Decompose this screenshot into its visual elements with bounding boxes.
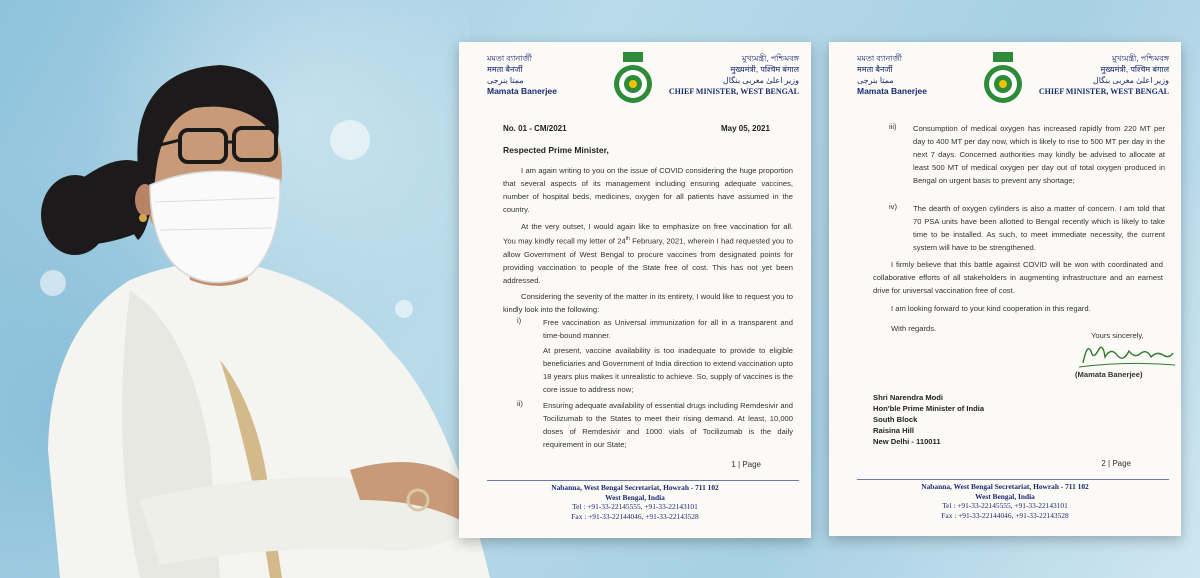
bengali-name: মমতা ব্যানার্জী	[857, 54, 903, 63]
signatory-name: (Mamata Banerjee)	[1075, 370, 1143, 379]
english-title: CHIEF MINISTER, WEST BENGAL	[1038, 87, 1169, 96]
paragraph-text: At the very outset, I would again like to emphasize on free vaccination for all. You may kindly recall my letter of 24	[503, 222, 793, 246]
bengali-name: মমতা ব্যানার্জী	[487, 54, 533, 63]
footer-state: West Bengal, India	[975, 491, 1035, 501]
footer-tel: Tel : +91-33-22145555, +91-33-22143101	[942, 501, 1068, 510]
paragraph-text: February, 2021, wherein I had requested you to allow Government of West Bengal to procure vaccines from designated points for providing vaccination to people of the State free of cost. This has not yet been addressed.	[503, 236, 793, 285]
footer-state: West Bengal, India	[605, 492, 665, 502]
bengali-title: মুখ্যমন্ত্রী, পশ্চিমবঙ্গ	[1111, 54, 1169, 63]
letterhead-names	[857, 53, 927, 97]
footer-rule	[857, 479, 1169, 480]
paragraph-free-vaccination	[503, 220, 793, 287]
footer-rule	[487, 480, 799, 481]
handwritten-signature	[1077, 337, 1177, 371]
footer-fax: Fax : +91-33-22144046, +91-33-22143528	[941, 510, 1069, 520]
addressee-title: Hon'ble Prime Minister of India	[873, 404, 985, 413]
superscript: th	[625, 236, 630, 242]
urdu-title: وزیر اعلیٰ مغربی بنگال	[722, 76, 799, 85]
person-portrait	[20, 30, 500, 578]
hindi-name: ममता बैनर्जी	[857, 65, 893, 74]
page-number: 1 | Page	[731, 460, 761, 469]
west-bengal-emblem-icon	[609, 50, 657, 106]
hindi-name: ममता बैनर्जी	[487, 65, 523, 74]
yours-sincerely: Yours sincerely,	[1091, 331, 1144, 340]
bengali-title: মুখ্যমন্ত্রী, পশ্চিমবঙ্গ	[741, 54, 799, 63]
list-marker: i)	[517, 316, 522, 325]
hindi-title: मुख्यमंत्री, पश्चिम बंगाल	[1100, 65, 1169, 74]
addressee-line: South Block	[873, 415, 918, 424]
reference-number: No. 01 - CM/2021	[503, 124, 567, 133]
letter-footer	[829, 482, 1181, 520]
hindi-title: मुख्यमंत्री, पश्चिम बंगाल	[730, 65, 799, 74]
letterhead-titles	[1039, 53, 1169, 97]
addressee-city: New Delhi - 110011	[873, 437, 941, 446]
list-marker: iv)	[889, 202, 898, 211]
west-bengal-emblem-icon	[979, 50, 1027, 106]
urdu-name: ممتا بنرجی	[857, 76, 894, 85]
paragraph-belief: I firmly believe that this battle against COVID will be won with coordinated and collaborative efforts of all stakeholders in augmenting infrastructure and an earnest drive for universal vaccination free of cost.	[873, 260, 1163, 295]
list-marker: iii)	[889, 122, 897, 131]
letterhead-names	[487, 53, 557, 97]
urdu-name: ممتا بنرجی	[487, 76, 524, 85]
letter-page-1	[459, 42, 811, 538]
item-vaccine-availability: At present, vaccine availability is too inadequate to provide to eligible beneficiaries and Government of India direction to extend vaccination upto 18 years plus makes it unrealistic to achieve. So, supply of vaccines is the core issue to address now;	[543, 346, 793, 394]
addressee-line: Raisina Hill	[873, 426, 914, 435]
page-number: 2 | Page	[1101, 459, 1131, 468]
english-title: CHIEF MINISTER, WEST BENGAL	[668, 87, 799, 96]
english-name: Mamata Banerjee	[487, 86, 557, 96]
paragraph-looking-forward: I am looking forward to your kind cooperation in this regard.	[891, 304, 1091, 313]
letter-page-2	[829, 42, 1181, 536]
addressee-block	[873, 392, 984, 447]
footer-address: Nabanna, West Bengal Secretariat, Howrah - 711 102	[921, 482, 1089, 491]
addressee-name: Shri Narendra Modi	[873, 393, 944, 402]
paragraph-covid-issue: I am again writing to you on the issue of COVID considering the huge proportion that several aspects of its management including ensuring adequate vaccines, number of hospital beds, medicines, oxygen for all patients have assumed in the country.	[503, 166, 793, 214]
item-universal-immunization: Free vaccination as Universal immunization for all in a transparent and time-bound manner.	[543, 318, 793, 340]
list-marker: ii)	[517, 399, 523, 408]
urdu-title: وزیر اعلیٰ مغربی بنگال	[1092, 76, 1169, 85]
regards: With regards.	[891, 324, 937, 333]
letter-footer	[459, 483, 811, 521]
english-name: Mamata Banerjee	[857, 86, 927, 96]
footer-address: Nabanna, West Bengal Secretariat, Howrah - 711 102	[551, 483, 719, 492]
salutation: Respected Prime Minister,	[503, 145, 609, 155]
letter-date: May 05, 2021	[721, 124, 770, 133]
footer-fax: Fax : +91-33-22144046, +91-33-22143528	[571, 511, 699, 521]
paragraph-request: Considering the severity of the matter in its entirety, I would like to request you to kindly look into the following:	[503, 292, 793, 314]
item-oxygen-cylinders: The dearth of oxygen cylinders is also a matter of concern. I am told that 70 PSA units have been allotted to Bengal recently which is likely to take time to be installed. As such, to meet immediate necessity, the current system will have to be strengthened.	[913, 204, 1165, 252]
footer-tel: Tel : +91-33-22145555, +91-33-22143101	[572, 502, 698, 511]
letterhead-titles	[669, 53, 799, 97]
item-medical-oxygen: Consumption of medical oxygen has increased rapidly from 220 MT per day to 400 MT per day now, which is likely to rise to 500 MT per day in the next 7 days. Concerned authorities may kindly be advised to allocate at least 500 MT of medical oxygen per day out of total oxygen produced in Bengal on urgent basis to prevent any shortage;	[913, 124, 1165, 185]
item-essential-drugs: Ensuring adequate availability of essential drugs including Remdesivir and Tocilizumab to the States to meet their rising demand. At least, 10,000 doses of Remdesivir and 1000 vials of Tocilizumab is the daily requirement in our State;	[543, 401, 793, 449]
